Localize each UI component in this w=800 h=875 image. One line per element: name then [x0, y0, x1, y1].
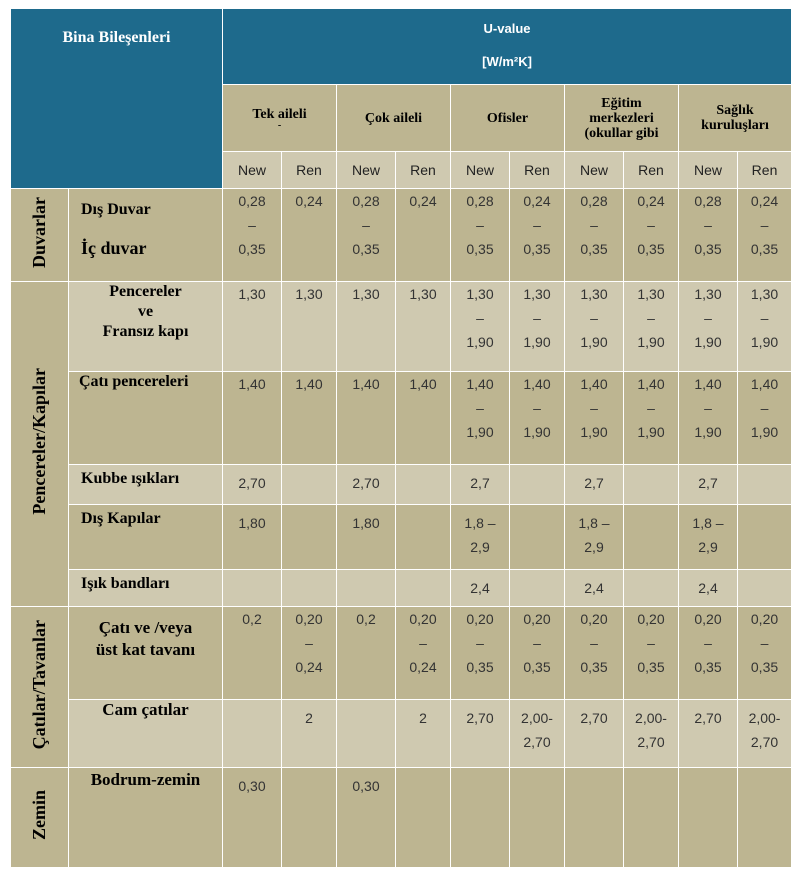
value-line: –	[590, 635, 598, 652]
value-line: 1,40	[694, 375, 722, 392]
value-line: 0,28	[580, 193, 608, 210]
value-cell	[282, 281, 337, 371]
value-line: 0,20	[750, 611, 779, 628]
value-line: –	[419, 635, 427, 652]
value-line: –	[760, 309, 769, 326]
value-line: –	[476, 635, 484, 652]
value-line: 0,35	[238, 241, 266, 258]
sub-new: New	[565, 152, 624, 189]
value-line: –	[533, 635, 541, 652]
value-line: 0,35	[580, 241, 608, 258]
group-zemin	[11, 767, 69, 867]
uvalue-unit: [W/m²K]	[482, 54, 532, 69]
value-cell	[337, 767, 396, 867]
value-cell	[624, 281, 679, 371]
value-cell	[738, 505, 792, 570]
value-line: 1,90	[466, 333, 494, 350]
value-cell	[451, 371, 510, 464]
value-cell	[679, 505, 738, 570]
value-cell	[223, 465, 282, 505]
value-cell	[624, 465, 679, 505]
table-row	[11, 281, 792, 371]
value-line: 2,70	[352, 475, 380, 492]
value-cell	[337, 699, 396, 767]
value-line: 0,20	[580, 611, 608, 628]
value-line: 2	[305, 709, 313, 726]
value-line: –	[248, 217, 256, 234]
value-line: –	[533, 399, 541, 416]
table-row	[11, 699, 792, 767]
value-cell	[451, 465, 510, 505]
row-label-cati-pencereleri	[69, 371, 223, 464]
value-cell	[624, 699, 679, 767]
value-cell	[282, 465, 337, 505]
value-line: 1,90	[523, 333, 551, 350]
value-cell	[396, 281, 451, 371]
value-line: 2,70	[694, 709, 722, 726]
value-cell	[223, 767, 282, 867]
component-header	[11, 9, 223, 189]
category-label: Sağlık	[716, 103, 754, 119]
value-line: 2,7	[584, 475, 604, 492]
row-label: İç duvar	[81, 238, 147, 259]
table-row	[11, 607, 792, 699]
value-cell	[624, 570, 679, 607]
row-label-pencereler	[69, 281, 223, 371]
value-line: –	[647, 217, 655, 234]
value-line: 0,24	[637, 193, 665, 210]
value-cell	[282, 570, 337, 607]
value-line: 1,8 –	[692, 515, 724, 532]
value-cell	[451, 570, 510, 607]
value-cell	[510, 767, 565, 867]
sub-new: New	[451, 152, 510, 189]
value-cell	[223, 699, 282, 767]
value-line: 0,35	[466, 659, 494, 676]
value-line: 1,30	[238, 285, 266, 302]
value-line: 2,9	[584, 539, 604, 556]
value-line: 1,30	[750, 285, 779, 302]
row-label: Çatı ve /veya	[98, 618, 193, 638]
value-cell	[679, 570, 738, 607]
value-cell	[565, 505, 624, 570]
value-line: 0,2	[242, 611, 262, 628]
category-sublabel: -	[277, 119, 282, 131]
value-cell	[738, 607, 792, 699]
value-cell	[396, 767, 451, 867]
value-line: 2,4	[698, 580, 718, 597]
value-line: 1,90	[580, 333, 608, 350]
value-line: 0,20	[637, 611, 665, 628]
component-title: Bina Bileşenleri	[62, 29, 171, 46]
value-line: 1,90	[694, 423, 722, 440]
row-label: Kubbe ışıkları	[81, 470, 180, 488]
table-row	[11, 570, 792, 607]
value-line: 1,30	[580, 285, 608, 302]
value-cell	[679, 607, 738, 699]
category-label: Tek aileli	[252, 106, 307, 122]
value-cell	[337, 189, 396, 281]
value-cell	[451, 767, 510, 867]
value-cell	[451, 699, 510, 767]
value-cell	[565, 767, 624, 867]
value-line: 2,9	[698, 539, 718, 556]
value-cell	[223, 607, 282, 699]
value-line: 0,35	[523, 659, 551, 676]
value-cell	[624, 607, 679, 699]
value-cell	[679, 189, 738, 281]
value-line: 2,9	[470, 539, 490, 556]
value-line: 1,90	[580, 423, 608, 440]
value-cell	[223, 371, 282, 464]
value-cell	[337, 281, 396, 371]
value-line: 1,80	[352, 515, 380, 532]
value-line: 1,40	[750, 375, 779, 392]
row-label: ve	[137, 302, 154, 320]
value-line: –	[704, 635, 712, 652]
value-cell	[337, 505, 396, 570]
value-cell	[451, 281, 510, 371]
group-duvarlar	[11, 189, 69, 281]
value-line: 2,70	[466, 709, 494, 726]
value-line: –	[476, 399, 484, 416]
sub-ren: Ren	[738, 152, 792, 189]
row-label: üst kat tavanı	[95, 640, 196, 660]
value-line: 2	[419, 709, 427, 726]
value-line: –	[647, 399, 655, 416]
value-cell	[624, 189, 679, 281]
value-line: 0,20	[466, 611, 494, 628]
value-line: 0,30	[352, 777, 380, 794]
value-line: –	[476, 217, 484, 234]
value-cell	[624, 371, 679, 464]
value-cell	[510, 607, 565, 699]
value-line: –	[533, 309, 541, 326]
value-line: 1,8 –	[464, 515, 496, 532]
value-line: 0,20	[295, 611, 323, 628]
value-line: –	[590, 399, 598, 416]
value-cell	[451, 505, 510, 570]
value-line: –	[590, 217, 598, 234]
value-cell	[282, 505, 337, 570]
value-line: 1,8 –	[578, 515, 610, 532]
row-label-cam-catilar	[69, 699, 223, 767]
value-line: 2,70	[238, 475, 266, 492]
value-line: –	[590, 309, 598, 326]
value-line: 0,20	[523, 611, 551, 628]
value-line: 1,40	[352, 375, 380, 392]
category-label: merkezleri	[589, 110, 654, 126]
value-line: 0,28	[352, 193, 380, 210]
row-label: Çatı pencereleri	[79, 372, 189, 390]
category-ofisler	[451, 85, 565, 152]
value-cell	[510, 371, 565, 464]
value-cell	[565, 281, 624, 371]
value-cell	[679, 699, 738, 767]
value-line: 1,90	[466, 423, 494, 440]
row-label-kubbe	[69, 465, 223, 505]
value-line: 1,90	[637, 333, 665, 350]
value-cell	[396, 699, 451, 767]
value-line: 1,30	[409, 285, 437, 302]
value-line: 1,30	[352, 285, 380, 302]
value-cell	[337, 371, 396, 464]
sub-ren: Ren	[510, 152, 565, 189]
sub-new: New	[337, 152, 396, 189]
value-line: 0,35	[694, 659, 722, 676]
category-label: Çok aileli	[364, 110, 423, 126]
value-line: 0,2	[356, 611, 376, 628]
value-cell	[396, 570, 451, 607]
value-cell	[565, 570, 624, 607]
value-line: 2,70	[523, 733, 551, 750]
row-label: Bodrum-zemin	[90, 769, 201, 789]
value-line: –	[760, 217, 769, 234]
value-cell	[679, 371, 738, 464]
category-label: Eğitim	[601, 95, 642, 111]
category-label: Ofisler	[486, 110, 529, 126]
sub-ren: Ren	[624, 152, 679, 189]
value-line: 1,30	[466, 285, 494, 302]
value-line: –	[704, 399, 712, 416]
uvalue-header	[223, 9, 792, 85]
value-line: –	[647, 309, 655, 326]
value-line: 0,35	[352, 241, 380, 258]
value-line: 0,28	[238, 193, 266, 210]
value-cell	[396, 505, 451, 570]
value-line: –	[647, 635, 655, 652]
value-cell	[738, 767, 792, 867]
uvalue-table	[10, 8, 792, 868]
value-cell	[282, 699, 337, 767]
value-cell	[337, 465, 396, 505]
group-catilar-tavanlar	[11, 607, 69, 767]
row-label-bodrum	[69, 767, 223, 867]
value-line: 0,35	[580, 659, 608, 676]
value-cell	[738, 281, 792, 371]
value-line: 0,28	[466, 193, 494, 210]
value-line: 1,30	[523, 285, 551, 302]
value-cell	[565, 371, 624, 464]
uvalue-title: U-value	[483, 21, 531, 36]
value-line: 2,00-	[635, 709, 667, 726]
table-row	[11, 767, 792, 867]
group-label: Pencereler/Kapılar	[29, 368, 49, 515]
row-label: Dış Duvar	[81, 201, 151, 219]
value-line: 1,30	[637, 285, 665, 302]
row-label: Işık bandları	[81, 575, 170, 593]
category-saglik	[679, 85, 792, 152]
value-line: 1,30	[295, 285, 323, 302]
value-line: 1,90	[523, 423, 551, 440]
value-line: 1,40	[238, 375, 266, 392]
value-line: 1,40	[523, 375, 551, 392]
table-row	[11, 505, 792, 570]
value-cell	[565, 699, 624, 767]
row-label: Dış Kapılar	[81, 510, 161, 528]
value-cell	[282, 189, 337, 281]
value-line: 0,30	[238, 777, 266, 794]
value-cell	[223, 570, 282, 607]
category-label: kuruluşları	[701, 118, 769, 134]
group-label: Çatılar/Tavanlar	[29, 619, 49, 750]
value-line: –	[362, 217, 370, 234]
value-cell	[738, 189, 792, 281]
value-cell	[565, 607, 624, 699]
value-cell	[396, 465, 451, 505]
value-line: 2,7	[470, 475, 490, 492]
value-line: 0,20	[409, 611, 437, 628]
value-line: 2,70	[580, 709, 608, 726]
category-egitim	[565, 85, 679, 152]
value-cell	[337, 570, 396, 607]
value-cell	[223, 189, 282, 281]
value-line: 2,00-	[521, 709, 553, 726]
value-cell	[510, 570, 565, 607]
value-cell	[223, 505, 282, 570]
group-label: Duvarlar	[29, 197, 49, 268]
value-line: 2,00-	[748, 709, 781, 726]
row-label: Fransız kapı	[102, 322, 189, 340]
value-line: 0,24	[295, 659, 323, 676]
value-line: 0,35	[694, 241, 722, 258]
value-line: 2,70	[750, 733, 779, 750]
value-line: 0,35	[750, 659, 779, 676]
value-line: 2,70	[637, 733, 665, 750]
value-line: 0,35	[637, 241, 665, 258]
value-line: 2,4	[470, 580, 490, 597]
value-cell	[337, 607, 396, 699]
row-label-isik-bandlari	[69, 570, 223, 607]
value-line: –	[760, 399, 769, 416]
value-cell	[451, 189, 510, 281]
value-line: 2,4	[584, 580, 604, 597]
value-cell	[679, 767, 738, 867]
value-line: –	[704, 309, 712, 326]
value-cell	[738, 570, 792, 607]
value-cell	[510, 465, 565, 505]
value-cell	[565, 465, 624, 505]
value-line: 1,90	[750, 423, 779, 440]
value-line: 0,24	[750, 193, 779, 210]
value-line: 1,90	[637, 423, 665, 440]
value-line: –	[476, 309, 484, 326]
row-label-dis-kapilar	[69, 505, 223, 570]
value-line: 1,80	[238, 515, 266, 532]
value-line: 1,40	[409, 375, 437, 392]
value-line: –	[704, 217, 712, 234]
value-line: 1,40	[580, 375, 608, 392]
value-line: 0,24	[409, 193, 437, 210]
value-line: 1,90	[750, 333, 779, 350]
row-label-cati	[69, 607, 223, 699]
value-line: 0,35	[637, 659, 665, 676]
value-line: 0,24	[523, 193, 551, 210]
value-cell	[624, 505, 679, 570]
value-cell	[282, 767, 337, 867]
value-cell	[565, 189, 624, 281]
value-line: 0,24	[295, 193, 323, 210]
row-label: Cam çatılar	[102, 699, 189, 719]
value-line: 1,40	[466, 375, 494, 392]
value-line: 0,35	[466, 241, 494, 258]
value-cell	[679, 281, 738, 371]
sub-ren: Ren	[282, 152, 337, 189]
value-cell	[510, 699, 565, 767]
value-cell	[679, 465, 738, 505]
value-cell	[738, 465, 792, 505]
row-label-dis-duvar	[69, 189, 223, 281]
sub-new: New	[679, 152, 738, 189]
sub-new: New	[223, 152, 282, 189]
value-line: 0,24	[409, 659, 437, 676]
sub-ren: Ren	[396, 152, 451, 189]
group-label: Zemin	[29, 789, 49, 840]
group-pencereler-kapilar	[11, 281, 69, 607]
value-line: –	[760, 635, 769, 652]
value-line: 0,35	[750, 241, 779, 258]
value-cell	[282, 607, 337, 699]
value-line: 1,40	[637, 375, 665, 392]
table-row	[11, 189, 792, 281]
value-cell	[624, 767, 679, 867]
value-cell	[396, 607, 451, 699]
value-line: 1,30	[694, 285, 722, 302]
value-cell	[738, 699, 792, 767]
value-cell	[510, 505, 565, 570]
category-label: (okullar gibi	[584, 125, 659, 141]
value-cell	[451, 607, 510, 699]
table-row	[11, 465, 792, 505]
value-cell	[396, 189, 451, 281]
value-line: 2,7	[698, 475, 718, 492]
value-line: –	[305, 635, 313, 652]
value-line: 0,35	[523, 241, 551, 258]
value-line: 1,90	[694, 333, 722, 350]
value-cell	[510, 189, 565, 281]
row-label: Pencereler	[109, 282, 182, 300]
category-cok-aileli	[337, 85, 451, 152]
value-cell	[738, 371, 792, 464]
value-cell	[282, 371, 337, 464]
value-line: 0,28	[694, 193, 722, 210]
value-line: 1,40	[295, 375, 323, 392]
value-cell	[396, 371, 451, 464]
category-tek-aileli	[223, 85, 337, 152]
value-line: –	[533, 217, 541, 234]
table-row	[11, 371, 792, 464]
value-line: 0,20	[694, 611, 722, 628]
value-cell	[223, 281, 282, 371]
value-cell	[510, 281, 565, 371]
